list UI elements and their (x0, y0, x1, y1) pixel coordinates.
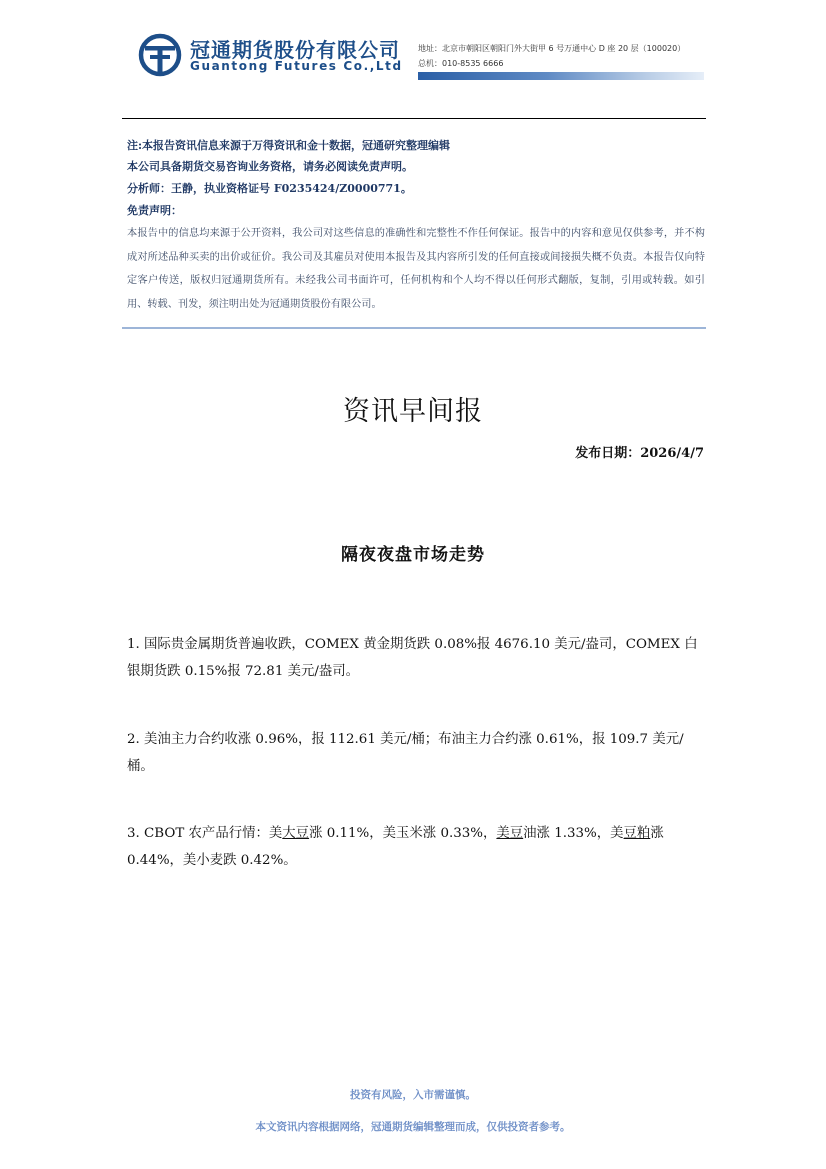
header-gradient-bar (418, 72, 704, 80)
item-3-part-3: 油涨 1.33%，美 (523, 826, 624, 841)
item-3-part-1: 3. CBOT 农产品行情：美 (127, 826, 283, 841)
disclaimer-divider (122, 327, 706, 329)
company-phone: 总机：010-8535 6666 (418, 59, 504, 68)
page-title: 资讯早间报 (343, 396, 483, 427)
section-title: 隔夜夜盘市场走势 (341, 545, 485, 565)
disclaimer-body: 本报告中的信息均来源于公开资料，我公司对这些信息的准确性和完整性不作任何保证。报告中的内容和意见仅供参考，并不构成对所述品种买卖的出价或征价。我公司及其雇员对使用本报告及其内容所引发的任何直接或间接损失概不负责。本报告仅向特定客户传送，版权归冠通期货所有。未经我公司书面许可，任何机构和个人均不得以任何形式翻版，复制，引用或转载。如引用、转载、刊发，须注明出处为冠通期货股份有限公司。 (127, 228, 705, 310)
item-3-part-4: 涨 0.44%，美小麦跌 0.42%。 (127, 826, 664, 868)
company-logo-icon (138, 33, 182, 77)
news-item-3 (127, 820, 705, 874)
footer-source-note: 本文资讯内容根据网络，冠通期货编辑整理而成，仅供投资者参考。 (255, 1121, 571, 1133)
item-3-part-2: 涨 0.11%，美玉米涨 0.33%， (309, 826, 497, 841)
news-item-2: 2. 美油主力合约收涨 0.96%，报 112.61 美元/桶；布油主力合约涨 0.61%，报 109.7 美元/桶。 (127, 732, 684, 774)
item-3-underlined-soymeal: 豆粕 (623, 826, 651, 841)
item-3-underlined-soybean: 大豆 (282, 826, 310, 841)
header-divider (122, 118, 706, 119)
company-name-cn: 冠通期货股份有限公司 (190, 38, 400, 62)
company-address: 地址：北京市朝阳区朝阳门外大街甲 6 号万通中心 D 座 20 层（100020） (418, 44, 686, 53)
disclaimer-heading: 免责声明： (127, 204, 182, 217)
company-name-en: Guantong Futures Co.,Ltd (190, 59, 403, 73)
source-note: 注:本报告资讯信息来源于万得资讯和金十数据，冠通研究整理编辑 (127, 139, 451, 152)
news-item-1: 1. 国际贵金属期货普遍收跌，COMEX 黄金期货跌 0.08%报 4676.10 美元/盎司，COMEX 白银期货跌 0.15%报 72.81 美元/盎司。 (127, 637, 698, 679)
publish-date: 发布日期：2026/4/7 (575, 446, 704, 461)
license-note: 本公司具备期货交易咨询业务资格，请务必阅读免责声明。 (127, 160, 413, 173)
item-3-underlined-soy: 美豆 (496, 826, 524, 841)
analyst-note: 分析师：王静，执业资格证号 F0235424/Z0000771。 (127, 182, 412, 195)
footer-risk-warning: 投资有风险，入市需谨慎。 (350, 1089, 476, 1101)
